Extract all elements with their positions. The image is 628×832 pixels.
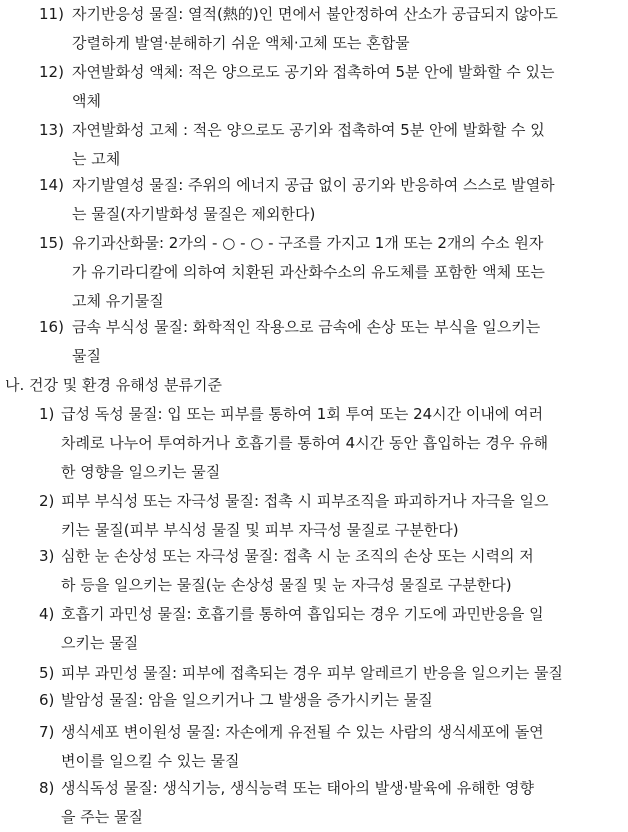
item-text-line: 자기발열성 물질: 주위의 에너지 공급 없이 공기와 반응하여 스스로 발열하 — [72, 176, 555, 194]
item-text-line: 생식세포 변이원성 물질: 자손에게 유전될 수 있는 사람의 생식세포에 돌연 — [61, 723, 544, 741]
item-number: 14) — [39, 176, 64, 194]
item-text-line: 자기반응성 물질: 열적(熱的)인 면에서 불안정하여 산소가 공급되지 않아도 — [72, 5, 558, 23]
list-item-h7 — [39, 718, 624, 776]
item-text-line: 을 주는 물질 — [61, 808, 143, 826]
item-text-line: 피부 부식성 또는 자극성 물질: 접촉 시 피부조직을 파괴하거나 자극을 일으 — [61, 492, 549, 510]
list-item-14 — [39, 171, 624, 229]
item-number: 12) — [39, 63, 64, 81]
list-item-h6 — [39, 686, 624, 715]
item-number: 15) — [39, 234, 64, 252]
item-text-line: 는 고체 — [72, 150, 121, 168]
item-text-line: 고체 유기물질 — [72, 292, 164, 310]
list-item-12 — [39, 58, 624, 116]
item-number: 16) — [39, 318, 64, 336]
list-item-13 — [39, 116, 624, 174]
item-number: 7) — [39, 723, 55, 741]
item-text-line: 물질 — [72, 347, 101, 365]
item-text-line: 유기과산화물: 2가의 - ○ - ○ - 구조를 가지고 1개 또는 2개의 수소 원자 — [72, 234, 544, 252]
item-text-line: 자연발화성 고체 : 적은 양으로도 공기와 접촉하여 5분 안에 발화할 수 있 — [72, 121, 545, 139]
item-text-line: 강렬하게 발열·분해하기 쉬운 액체·고체 또는 혼합물 — [72, 34, 410, 52]
item-text-line: 가 유기라디칼에 의하여 치환된 과산화수소의 유도체를 포함한 액체 또는 — [72, 263, 545, 281]
item-text-line: 차례로 나누어 투여하거나 호흡기를 통하여 4시간 동안 흡입하는 경우 유해 — [61, 434, 549, 452]
item-number: 11) — [39, 5, 64, 23]
item-text-line: 한 영향을 일으키는 물질 — [61, 463, 221, 481]
list-item-h3 — [39, 542, 624, 600]
list-item-h5 — [39, 659, 624, 688]
item-text-line: 는 물질(자기발화성 물질은 제외한다) — [72, 205, 316, 223]
section-heading: 나. 건강 및 환경 유해성 분류기준 — [5, 376, 222, 394]
item-text-line: 피부 과민성 물질: 피부에 접촉되는 경우 피부 알레르기 반응을 일으키는 물질 — [61, 664, 563, 682]
list-item-h4 — [39, 600, 624, 658]
item-text-line: 심한 눈 손상성 또는 자극성 물질: 접촉 시 눈 조직의 손상 또는 시력의 저 — [61, 547, 534, 565]
item-number: 5) — [39, 664, 55, 682]
item-text-line: 키는 물질(피부 부식성 물질 및 피부 자극성 물질로 구분한다) — [61, 521, 459, 539]
item-text-line: 생식독성 물질: 생식기능, 생식능력 또는 태아의 발생·발육에 유해한 영향 — [61, 779, 534, 797]
item-text-line: 자연발화성 액체: 적은 양으로도 공기와 접촉하여 5분 안에 발화할 수 있는 — [72, 63, 555, 81]
item-text-line: 변이를 일으킬 수 있는 물질 — [61, 752, 240, 770]
item-text-line: 액체 — [72, 92, 101, 110]
item-number: 8) — [39, 779, 55, 797]
item-number: 3) — [39, 547, 55, 565]
list-item-16 — [39, 313, 624, 371]
item-text-line: 호흡기 과민성 물질: 호흡기를 통하여 흡입되는 경우 기도에 과민반응을 일 — [61, 605, 544, 623]
item-number: 6) — [39, 691, 55, 709]
item-text-line: 으키는 물질 — [61, 634, 139, 652]
item-number: 1) — [39, 405, 55, 423]
item-number: 2) — [39, 492, 55, 510]
item-text-line: 금속 부식성 물질: 화학적인 작용으로 금속에 손상 또는 부식을 일으키는 — [72, 318, 541, 336]
list-item-h1 — [39, 400, 624, 487]
item-text-line: 발암성 물질: 암을 일으키거나 그 발생을 증가시키는 물질 — [61, 691, 433, 709]
list-item-15 — [39, 229, 624, 316]
list-item-h2 — [39, 487, 624, 545]
item-number: 4) — [39, 605, 55, 623]
item-text-line: 하 등을 일으키는 물질(눈 손상성 물질 및 눈 자극성 물질로 구분한다) — [61, 576, 512, 594]
item-number: 13) — [39, 121, 64, 139]
list-item-11 — [39, 0, 624, 58]
item-text-line: 급성 독성 물질: 입 또는 피부를 통하여 1회 투여 또는 24시간 이내에 여러 — [61, 405, 544, 423]
list-item-h8 — [39, 774, 624, 830]
